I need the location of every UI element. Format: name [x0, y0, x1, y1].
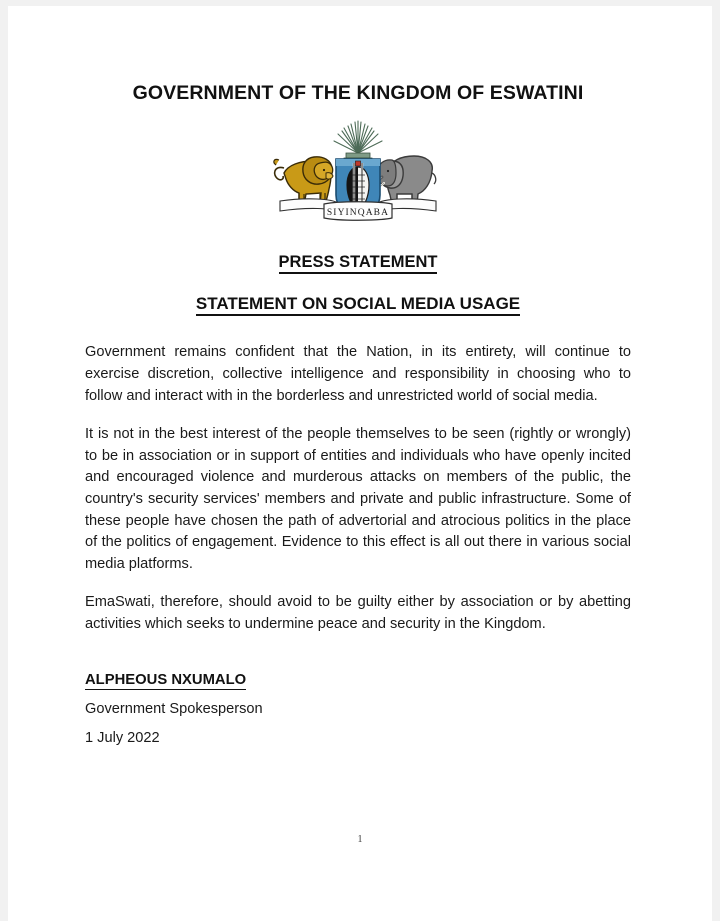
- statement-date: 1 July 2022: [85, 729, 160, 746]
- spokesperson-role: Government Spokesperson: [85, 700, 263, 717]
- paragraph-2: It is not in the best interest of the people themselves to be seen (rightly or wrongly) to be in association or in support of entities and individuals who have openly incited and encouraged violence and murderous attacks on members of the public, the country's security services' members and private and public infrastructure. Some of these people have chosen the path of advertorial and atrocious politics in the place of the politics of engagement. Evidence to this effect is all out there in various social media platforms.: [85, 426, 631, 572]
- paragraph-3: EmaSwati, therefore, should avoid to be guilty either by association or by abetting activities which seeks to undermine peace and security in the Kingdom.: [85, 594, 631, 632]
- heading-statement-subject: STATEMENT ON SOCIAL MEDIA USAGE: [85, 294, 631, 314]
- coat-of-arms-icon: [258, 115, 458, 233]
- document-page: [8, 6, 712, 921]
- heading-press-statement: PRESS STATEMENT: [85, 253, 631, 272]
- paragraph-1: Government remains confident that the Nation, in its entirety, will continue to exercise discretion, collective intelligence and responsibility in choosing who to follow and interact with in the borderless and unrestricted world of social media.: [85, 344, 631, 404]
- motto-banner: [280, 199, 436, 220]
- spokesperson-name: ALPHEOUS NXUMALO: [85, 671, 247, 688]
- page-number: 1: [357, 834, 363, 845]
- motto-text: SIYINQABA: [326, 208, 390, 219]
- coat-of-arms: [85, 115, 631, 233]
- page-content: [85, 6, 631, 746]
- signature-block: [85, 672, 631, 746]
- lion-supporter: [274, 157, 333, 205]
- page-title: GOVERNMENT OF THE KINGDOM OF ESWATINI: [132, 82, 584, 104]
- statement-body: [85, 342, 631, 635]
